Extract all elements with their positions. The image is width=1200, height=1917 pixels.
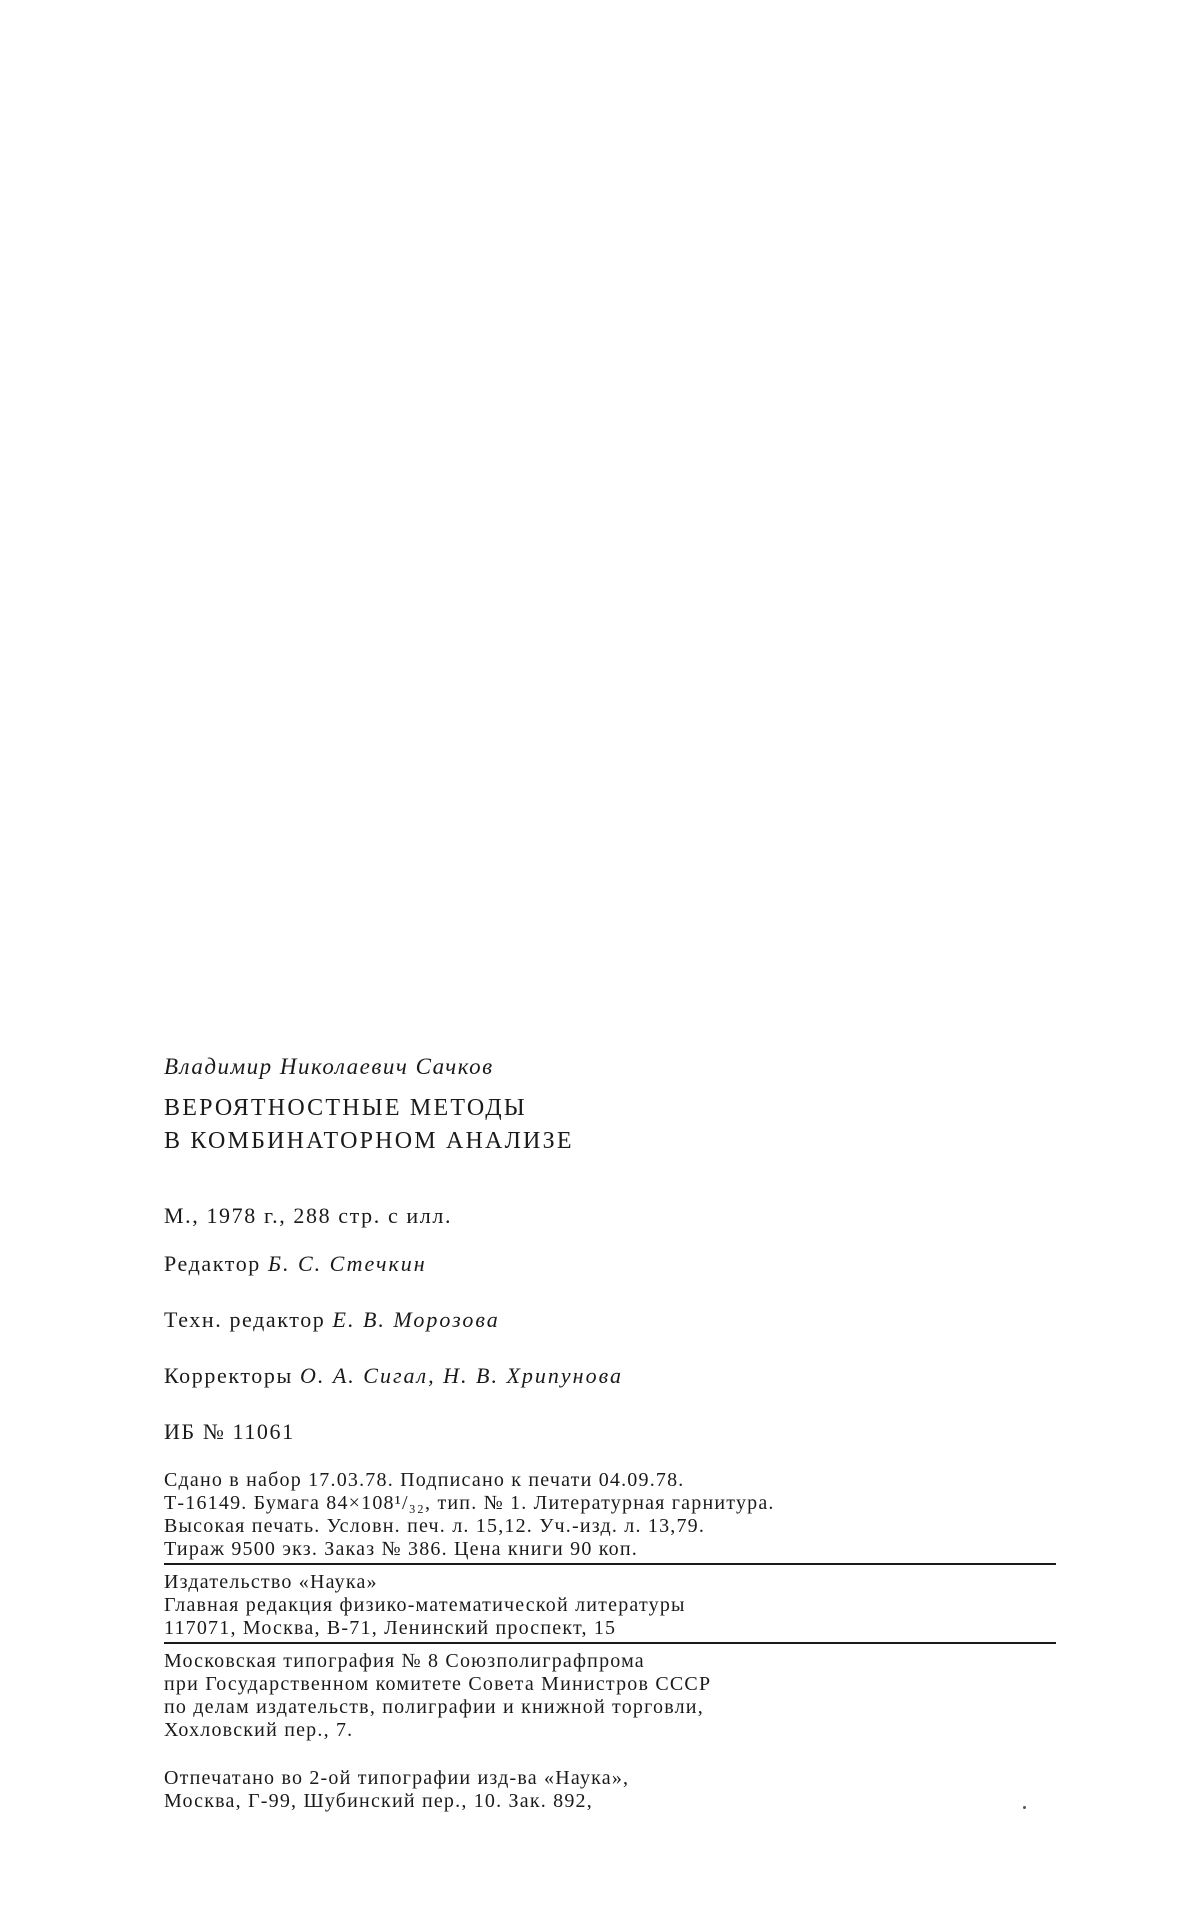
publisher-line: Издательство «Наука» bbox=[164, 1571, 378, 1593]
ib-number: 11061 bbox=[232, 1419, 295, 1444]
printed-at-details bbox=[164, 1767, 1056, 1813]
ib-number-line bbox=[164, 1419, 1056, 1445]
print-details bbox=[164, 1469, 1056, 1561]
printer-line: Хохловский пер., 7. bbox=[164, 1719, 354, 1741]
book-title-line-2: В КОМБИНАТОРНОМ АНАЛИЗЕ bbox=[164, 1128, 574, 1154]
tech-editor-line bbox=[164, 1307, 1056, 1333]
printer-line: по делам издательств, полиграфии и книжной торговли, bbox=[164, 1696, 704, 1718]
printer-line: при Государственном комитете Совета Министров СССР bbox=[164, 1673, 712, 1695]
editor-name: Б. С. Стечкин bbox=[268, 1251, 427, 1276]
ib-label: ИБ № bbox=[164, 1419, 226, 1444]
publisher-details bbox=[164, 1571, 1056, 1640]
correctors-line bbox=[164, 1363, 1056, 1389]
editor-line bbox=[164, 1251, 1056, 1277]
printer-details bbox=[164, 1650, 1056, 1742]
printed-at-line: Отпечатано во 2-ой типографии изд-ва «Наука», bbox=[164, 1767, 630, 1789]
printed-at-line: Москва, Г-99, Шубинский пер., 10. Зак. 892, bbox=[164, 1790, 593, 1812]
author-name: Владимир Николаевич Сачков bbox=[164, 1054, 494, 1079]
print-details-line: Сдано в набор 17.03.78. Подписано к печати 04.09.78. bbox=[164, 1469, 685, 1491]
publisher-line: 117071, Москва, В-71, Ленинский проспект, 15 bbox=[164, 1617, 617, 1639]
correctors-names: О. А. Сигал, Н. В. Хрипунова bbox=[299, 1363, 623, 1388]
print-details-line: Высокая печать. Условн. печ. л. 15,12. Уч.-изд. л. 13,79. bbox=[164, 1515, 706, 1537]
scan-speck bbox=[1023, 1806, 1026, 1809]
tech-editor-label: Техн. редактор bbox=[164, 1307, 326, 1332]
print-details-line: Т-16149. Бумага 84×108¹/₃₂, тип. № 1. Литературная гарнитура. bbox=[164, 1492, 775, 1514]
printer-line: Московская типография № 8 Союзполиграфпрома bbox=[164, 1650, 645, 1672]
publisher-line: Главная редакция физико-математической литературы bbox=[164, 1594, 686, 1616]
print-details-line: Тираж 9500 экз. Заказ № 386. Цена книги 90 коп. bbox=[164, 1538, 638, 1560]
book-title bbox=[164, 1092, 1056, 1158]
colophon bbox=[164, 1052, 1056, 1813]
divider bbox=[164, 1563, 1056, 1565]
editor-label: Редактор bbox=[164, 1251, 261, 1276]
tech-editor-name: Е. В. Морозова bbox=[332, 1307, 500, 1332]
publication-info: М., 1978 г., 288 стр. с илл. bbox=[164, 1203, 453, 1228]
correctors-label: Корректоры bbox=[164, 1363, 293, 1388]
book-title-line-1: ВЕРОЯТНОСТНЫЕ МЕТОДЫ bbox=[164, 1095, 527, 1121]
divider bbox=[164, 1642, 1056, 1644]
